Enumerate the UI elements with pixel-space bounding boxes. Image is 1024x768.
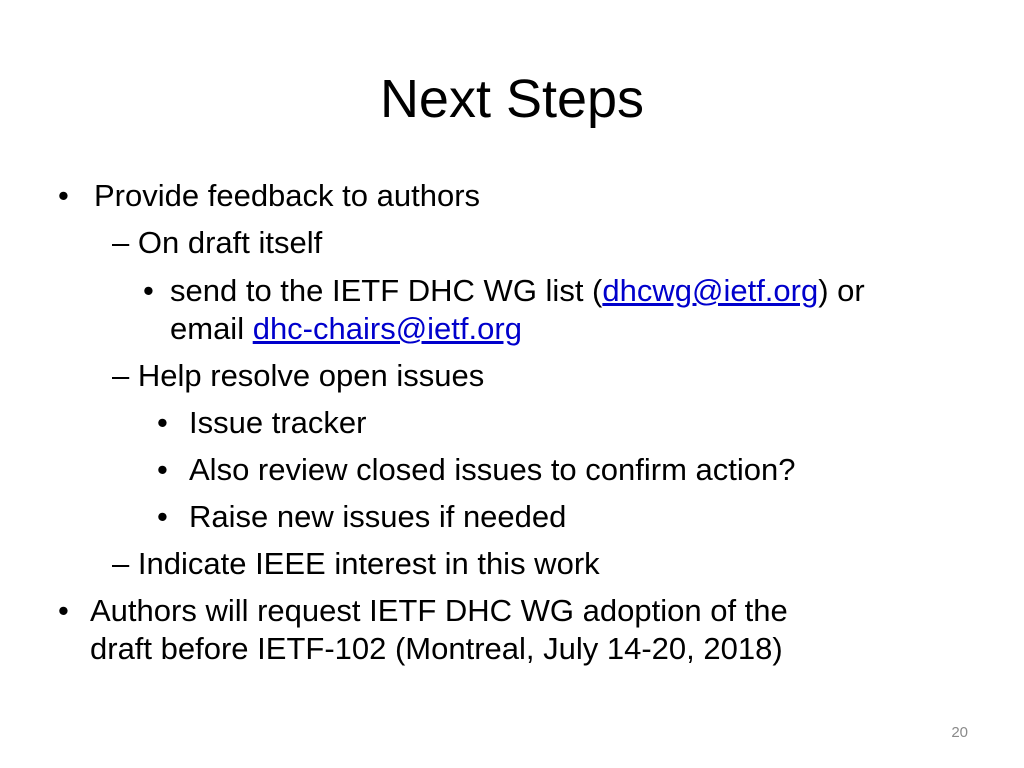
bullet-marker: • — [58, 178, 69, 213]
subsub-send-list — [170, 273, 865, 309]
bullet-marker: • — [157, 499, 168, 534]
send-list-text-pre: send to the IETF DHC WG list ( — [170, 273, 603, 308]
page-number: 20 — [951, 724, 968, 741]
subbullet-help-resolve-text: Help resolve open issues — [137, 358, 485, 393]
subbullet-indicate-ieee-text: Indicate IEEE interest in this work — [137, 546, 600, 581]
subbullet-on-draft-text: On draft itself — [137, 225, 323, 260]
subsub-review-closed: Also review closed issues to confirm action? — [189, 452, 796, 487]
send-list-text-post: ) or — [818, 273, 865, 308]
subbullet-help-resolve — [112, 358, 484, 394]
subsub-send-list-line2 — [170, 311, 522, 347]
slide-title: Next Steps — [379, 69, 645, 129]
bullet-marker: • — [157, 452, 168, 487]
bullet-provide-feedback: Provide feedback to authors — [94, 178, 481, 213]
subsub-raise-new: Raise new issues if needed — [189, 499, 567, 534]
bullet-marker: • — [143, 273, 154, 308]
bullet-authors-request: Authors will request IETF DHC WG adoption of the — [90, 593, 788, 628]
subbullet-indicate-ieee — [112, 546, 600, 582]
bullet-marker: • — [58, 593, 69, 628]
dash-marker: – — [112, 225, 130, 260]
bullet-authors-request-line2: draft before IETF-102 (Montreal, July 14-20, 2018) — [90, 631, 783, 666]
dhc-chairs-email-link[interactable]: dhc-chairs@ietf.org — [252, 311, 522, 346]
subbullet-on-draft — [112, 225, 322, 261]
dash-marker: – — [112, 546, 130, 581]
email-text: email — [170, 311, 253, 346]
dhcwg-email-link[interactable]: dhcwg@ietf.org — [602, 273, 819, 308]
dash-marker: – — [112, 358, 130, 393]
subsub-issue-tracker: Issue tracker — [189, 405, 367, 440]
bullet-marker: • — [157, 405, 168, 440]
